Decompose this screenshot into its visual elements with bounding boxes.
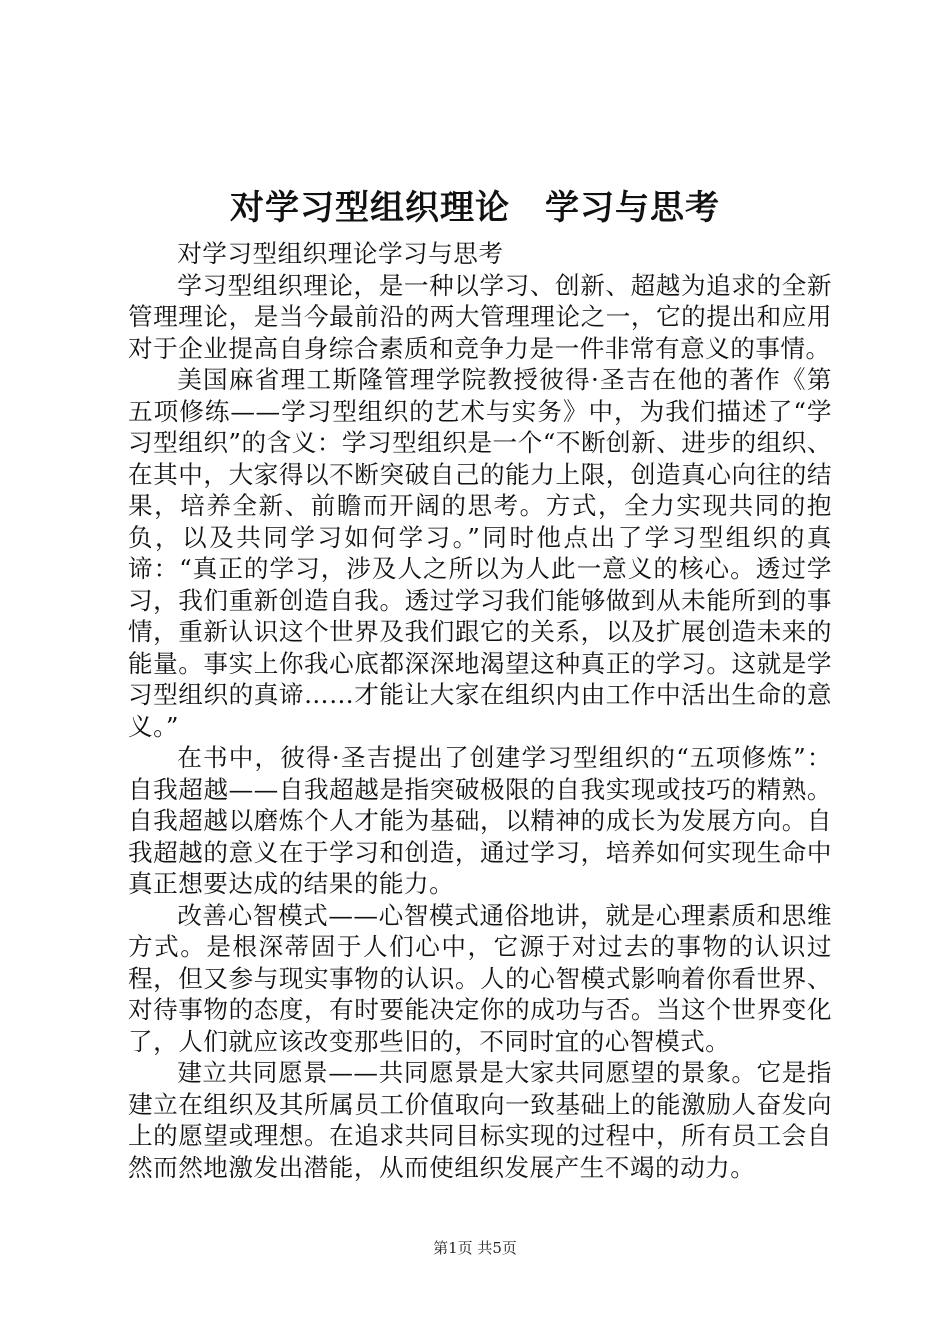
document-body bbox=[128, 238, 832, 1183]
paragraph-shared-vision: 建立共同愿景——共同愿景是大家共同愿望的景象。它是指建立在组织及其所属员工价值取向一致基础上的能激励人奋发向上的愿望或理想。在追求共同目标实现的过程中，所有员工会自然而然地激发出潜能，从而使组织发展产生不竭的动力。 bbox=[128, 1058, 832, 1182]
paragraph-personal-mastery: 在书中，彼得·圣吉提出了创建学习型组织的“五项修炼”：自我超越——自我超越是指突破极限的自我实现或技巧的精熟。自我超越以磨炼个人才能为基础，以精神的成长为发展方向。自我超越的意义在于学习和创造，通过学习，培养如何实现生命中真正想要达成的结果的能力。 bbox=[128, 743, 832, 898]
paragraph-mental-models: 改善心智模式——心智模式通俗地讲，就是心理素质和思维方式。是根深蒂固于人们心中，它源于对过去的事物的认识过程，但又参与现实事物的认识。人的心智模式影响着你看世界、对待事物的态度，有时要能决定你的成功与否。当这个世界变化了，人们就应该改变那些旧的，不同时宜的心智模式。 bbox=[128, 900, 832, 1056]
document-subtitle: 对学习型组织理论学习与思考 bbox=[177, 239, 504, 268]
paragraph-intro: 学习型组织理论，是一种以学习、创新、超越为追求的全新管理理论，是当今最前沿的两大管理理论之一，它的提出和应用对于企业提高自身综合素质和竞争力是一件非常有意义的事情。 bbox=[128, 270, 832, 363]
document-title: 对学习型组织理论 学习与思考 bbox=[230, 188, 720, 228]
paragraph-definition: 美国麻省理工斯隆管理学院教授彼得·圣吉在他的著作《第五项修练——学习型组织的艺术与实务》中，为我们描述了“学习型组织”的含义：学习型组织是一个“不断创新、进步的组织、在其中，大家得以不断突破自己的能力上限，创造真心向往的结果，培养全新、前瞻而开阔的思考。方式，全力实现共同的抱负，以及共同学习如何学习。”同时他点出了学习型组织的真谛：“真正的学习，涉及人之所以为人此一意义的核心。透过学习，我们重新创造自我。透过学习我们能够做到从未能所到的事情，重新认识这个世界及我们跟它的关系，以及扩展创造未来的能量。事实上你我心底都深深地渴望这种真正的学习。这就是学习型组织的真谛……才能让大家在组织内由工作中活出生命的意义。” bbox=[128, 365, 832, 741]
page-footer: 第1页 共5页 bbox=[433, 1239, 517, 1257]
